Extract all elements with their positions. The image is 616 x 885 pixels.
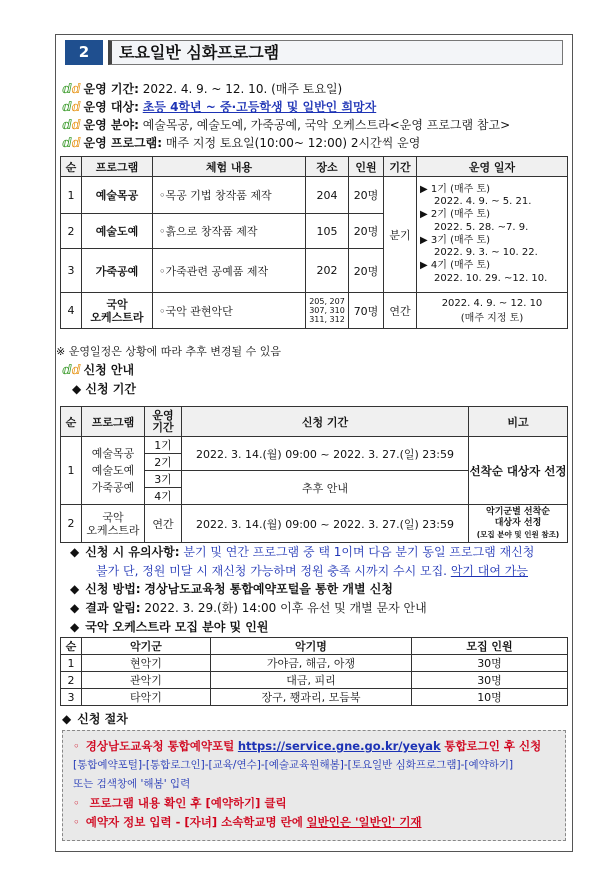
notice-caution-2 (96, 562, 528, 579)
portal-link[interactable]: https://service.gne.go.kr/yeyak (237, 739, 441, 753)
cell: 가야금, 해금, 아쟁 (211, 655, 412, 672)
term: 2기 (145, 454, 182, 471)
bullet-icon: ◦ (73, 815, 80, 829)
instrument-rental-link[interactable]: 악기 대여 가능 (450, 564, 528, 578)
row-people: 20명 (349, 249, 384, 293)
col-header: 순 (61, 407, 82, 437)
diamond-icon: ◆ (62, 712, 72, 726)
row-no: 4 (61, 293, 82, 329)
col-header: 순 (61, 157, 82, 177)
col-header: 비고 (469, 407, 568, 437)
apply-period-heading: ◆ 신청 기간 (72, 382, 136, 396)
schedule-dates: 2022. 4. 9. ~ 12. 10 (441, 297, 543, 309)
info-label: 운영 대상: (83, 100, 139, 114)
col-header: 악기군 (82, 638, 211, 655)
caution-text: 분기 및 연간 프로그램 중 택 1이며 다음 분기 동일 프로그램 재신청 (183, 545, 535, 559)
procedure-heading-text: 신청 절차 (77, 712, 128, 726)
cell: 현악기 (82, 655, 211, 672)
program-name: 예술목공 (91, 447, 135, 460)
bullet-icon: ◦ (73, 739, 80, 753)
row-content: ◦가죽관련 공예품 제작 (153, 249, 306, 293)
notice-result (70, 599, 427, 616)
schedule-term: ▶ 2기 (매주 토) (420, 209, 491, 221)
row-place: 204 (306, 177, 349, 214)
row-no: 1 (61, 177, 82, 214)
info-value: 매주 지정 토요일(10:00~ 12:00) 2시간씩 운영 (165, 136, 421, 150)
cell: 1 (61, 655, 82, 672)
apply-period: 2022. 3. 14.(월) 09:00 ~ 2022. 3. 27.(일) 23:59 (182, 505, 469, 543)
step-path: [통합예약포털]-[통합로그인]-[교육/연수]-[예술교육원해봄]-[토요일반 심화프로그램]-[예약하기] (73, 759, 514, 771)
col-header: 인원 (349, 157, 384, 177)
cell: 타악기 (82, 689, 211, 706)
diamond-icon: ◆ (70, 601, 80, 615)
row-content: ◦국악 관현악단 (153, 293, 306, 329)
diamond-icon: ◆ (70, 620, 80, 634)
program-name: 예술도예 (91, 464, 135, 477)
col-header: 기간 (384, 157, 417, 177)
row-no: 2 (61, 214, 82, 249)
schedule-dates: 2022. 10. 29. ~12. 10. (434, 272, 548, 284)
table-row (61, 293, 568, 329)
row-people: 20명 (349, 214, 384, 249)
diamond-icon: ◆ (70, 545, 80, 559)
cell: 2 (61, 672, 82, 689)
col-header: 프로그램 (82, 407, 145, 437)
info-value: 2022. 4. 9. ~ 12. 10. (매주 토요일) (142, 82, 343, 96)
info-period (62, 80, 342, 97)
row-program: 국악 오케스트라 (82, 293, 153, 329)
cell: 10명 (412, 689, 568, 706)
col-header: 악기명 (211, 638, 412, 655)
schedule-dates: 2022. 4. 9. ~ 5. 21. (434, 196, 532, 208)
info-label: 운영 분야: (83, 118, 139, 132)
cell: 3 (61, 689, 82, 706)
procedure-step-3 (73, 813, 559, 832)
result-text: 2022. 3. 29.(화) 14:00 이후 유선 및 개별 문자 안내 (144, 601, 427, 615)
table-row (61, 437, 568, 454)
schedule-term: ▶ 1기 (매주 토) (420, 183, 491, 195)
caution-label: 신청 시 유의사항: (85, 545, 180, 559)
step-text: 프로그램 내용 확인 후 [예약하기] 클릭 (89, 796, 287, 810)
schedule-note: ※ 운영일정은 상황에 따라 추후 변경될 수 있음 (56, 345, 281, 358)
step-path: 또는 검색창에 '해봄' 입력 (73, 778, 191, 790)
section-title: 토요일반 심화프로그램 (108, 40, 563, 65)
info-field (62, 116, 510, 133)
leaf-icon: ⅆⅆ (62, 118, 81, 133)
procedure-step-2 (73, 794, 559, 813)
row-program: 가죽공예 (82, 249, 153, 293)
info-label: 운영 프로그램: (83, 136, 163, 150)
apply-note (469, 505, 568, 543)
row-program: 예술도예 (82, 214, 153, 249)
row-people: 20명 (349, 177, 384, 214)
row-content: ◦목공 기법 창작품 제작 (153, 177, 306, 214)
step-text: 일반인은 '일반인' 기재 (306, 815, 422, 829)
info-value: 초등 4학년 ~ 중·고등학생 및 일반인 희망자 (142, 100, 377, 114)
method-label: 신청 방법: (85, 582, 141, 596)
orch-heading: 국악 오케스트라 모집 분야 및 인원 (85, 620, 269, 634)
note-line: 대상자 선정 (494, 518, 542, 528)
method-text: 경상남도교육청 통합예약포털을 통한 개별 신청 (144, 582, 393, 596)
orch-table (60, 637, 568, 706)
row-place: 205, 207 307, 310 311, 312 (306, 293, 349, 329)
info-program (62, 134, 420, 151)
step-text: 경상남도교육청 통합예약포털 (85, 739, 235, 753)
info-label: 운영 기간: (83, 82, 139, 96)
cell: 장구, 꽹과리, 모듬북 (211, 689, 412, 706)
row-no: 2 (61, 505, 82, 543)
cell: 30명 (412, 672, 568, 689)
col-header: 모집 인원 (412, 638, 568, 655)
apply-heading (62, 361, 134, 378)
leaf-icon: ⅆⅆ (62, 136, 81, 151)
schedule-term: ▶ 4기 (매주 토) (420, 259, 491, 271)
col-header: 장소 (306, 157, 349, 177)
step-text: 예약자 정보 입력 - [자녀] 소속학교명 란에 (85, 815, 303, 829)
section-header (60, 37, 572, 67)
table-row (61, 672, 568, 689)
row-place: 105 (306, 214, 349, 249)
cell: 관악기 (82, 672, 211, 689)
table-row (61, 689, 568, 706)
apply-note: 선착순 대상자 선정 (469, 437, 568, 505)
schedule-term: (매주 지정 토) (460, 312, 524, 324)
section-number: 2 (65, 40, 103, 65)
apply-table (60, 406, 568, 543)
apply-period: 추후 안내 (182, 471, 469, 505)
row-period: 분기 (384, 177, 417, 293)
leaf-icon: ⅆⅆ (62, 100, 81, 115)
row-program: 국악 오케스트라 (82, 505, 145, 543)
row-programs (82, 437, 145, 505)
col-header: 운영 기간 (145, 407, 182, 437)
notice-caution (70, 543, 534, 560)
table-row (61, 177, 568, 214)
schedule-dates: 2022. 9. 3. ~ 10. 22. (434, 247, 538, 259)
term: 4기 (145, 488, 182, 505)
step-text: 통합로그인 후 신청 (444, 739, 542, 753)
schedule-term: ▶ 3기 (매주 토) (420, 234, 491, 246)
info-value: 예술목공, 예술도예, 가죽공예, 국악 오케스트라<운영 프로그램 참고> (142, 118, 511, 132)
notice-method (70, 580, 393, 597)
leaf-icon: ⅆⅆ (62, 363, 81, 378)
apply-heading-text: 신청 안내 (83, 363, 135, 377)
orch-schedule (417, 293, 568, 329)
cell: 대금, 피리 (211, 672, 412, 689)
col-header: 신청 기간 (182, 407, 469, 437)
note-line: (모집 분야 및 인원 참조) (476, 530, 560, 539)
row-no: 3 (61, 249, 82, 293)
row-people: 70명 (349, 293, 384, 329)
note-line: 악기군별 선착순 (486, 507, 550, 517)
term: 연간 (145, 505, 182, 543)
row-no: 1 (61, 437, 82, 505)
diamond-icon: ◆ (70, 582, 80, 596)
cell: 30명 (412, 655, 568, 672)
row-program: 예술목공 (82, 177, 153, 214)
procedure-box (62, 730, 566, 841)
row-content: ◦흙으로 창작품 제작 (153, 214, 306, 249)
leaf-icon: ⅆⅆ (62, 82, 81, 97)
apply-period: 2022. 3. 14.(월) 09:00 ~ 2022. 3. 27.(일) 23:59 (182, 437, 469, 471)
notice-orch (70, 618, 268, 635)
procedure-heading (62, 710, 128, 727)
procedure-step-1 (73, 737, 559, 756)
col-header: 프로그램 (82, 157, 153, 177)
result-label: 결과 알림: (85, 601, 141, 615)
schedule-dates: 2022. 5. 28. ~7. 9. (434, 221, 529, 233)
term: 1기 (145, 437, 182, 454)
info-target (62, 98, 376, 115)
term: 3기 (145, 471, 182, 488)
bullet-icon: ◦ (73, 796, 80, 810)
col-header: 순 (61, 638, 82, 655)
table-row (61, 505, 568, 543)
quarter-schedule (417, 177, 568, 293)
col-header: 운영 일자 (417, 157, 568, 177)
row-period: 연간 (384, 293, 417, 329)
row-place: 202 (306, 249, 349, 293)
program-name: 가죽공예 (91, 481, 135, 494)
caution-text: 불가 단, 정원 미달 시 재신청 가능하며 정원 충족 시까지 수시 모집. (96, 564, 447, 578)
program-table (60, 156, 568, 329)
table-row (61, 655, 568, 672)
col-header: 체험 내용 (153, 157, 306, 177)
